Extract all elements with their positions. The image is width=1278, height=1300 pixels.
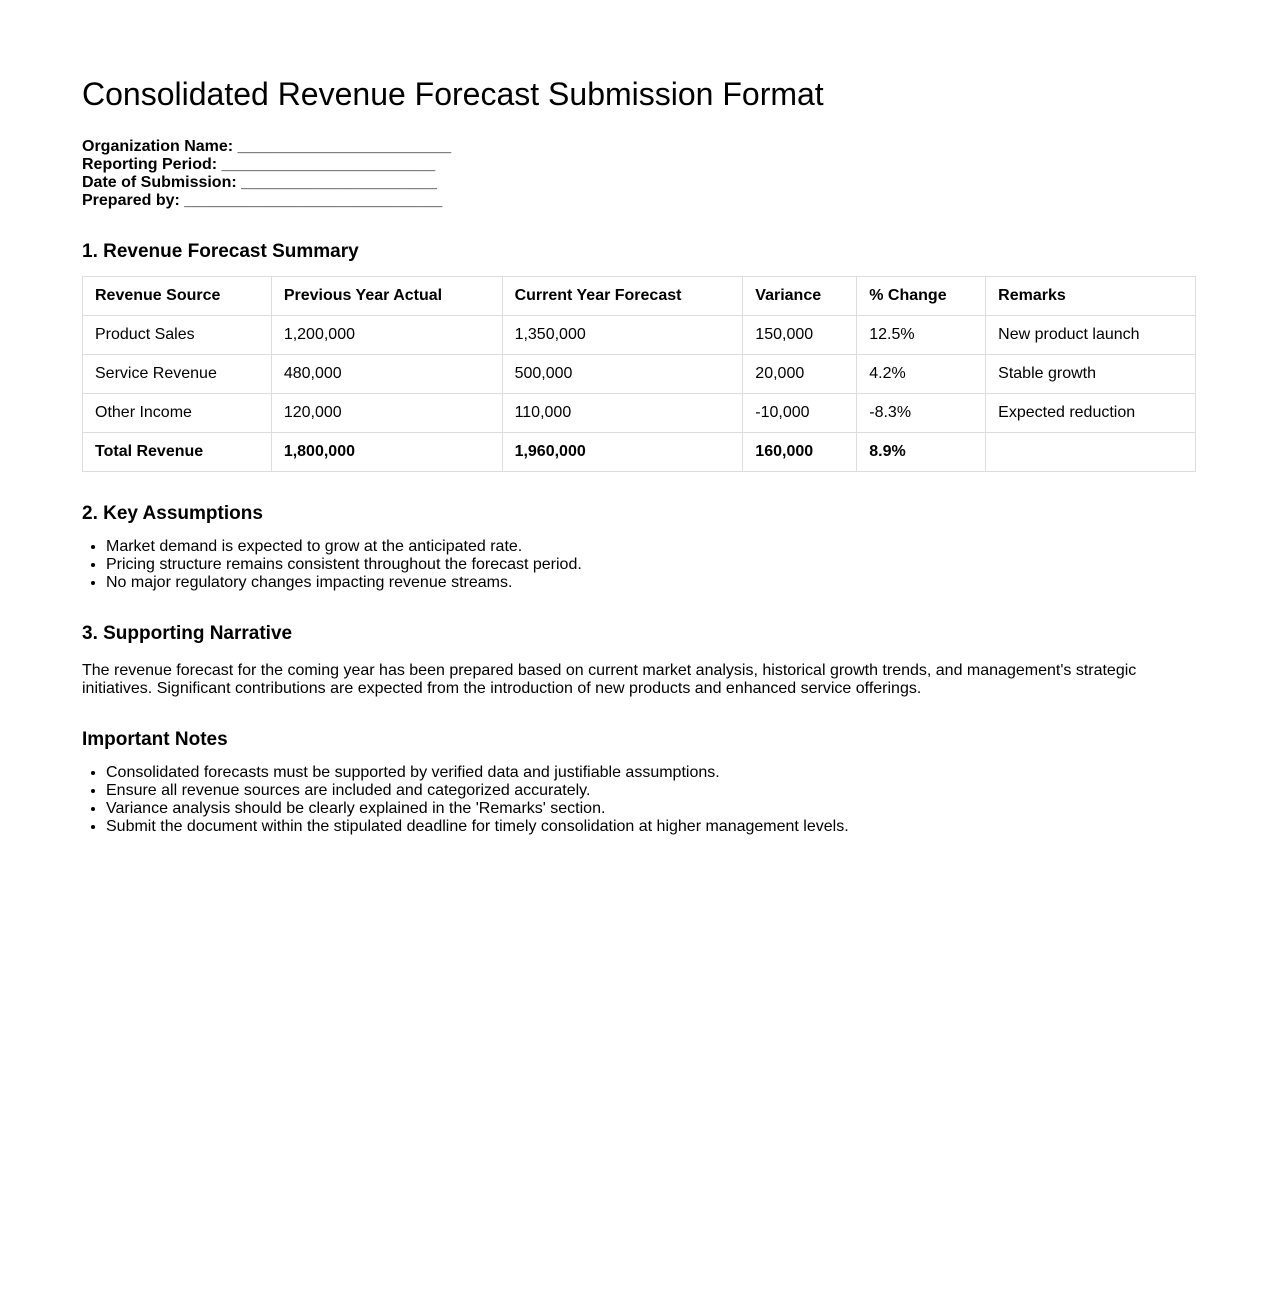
reporting-period-field <box>82 156 1196 174</box>
table-cell: 4.2% <box>857 355 986 394</box>
narrative-paragraph: The revenue forecast for the coming year has been prepared based on current market analysis, historical growth trends, and management's strategic initiatives. Significant contributions are expected from the introduction of new products and enhanced service offerings. <box>82 662 1137 697</box>
list-item: • Variance analysis should be clearly explained in the 'Remarks' section. <box>106 800 1196 818</box>
document-title: Consolidated Revenue Forecast Submission Format <box>82 76 824 112</box>
assumptions-heading: 2. Key Assumptions <box>82 503 263 524</box>
table-row <box>83 394 1196 433</box>
table-cell: 1,200,000 <box>271 316 502 355</box>
date-of-submission-field <box>82 174 1196 192</box>
reporting-period-label: Reporting Period: <box>82 156 218 173</box>
table-cell: Product Sales <box>83 316 272 355</box>
column-header: Current Year Forecast <box>502 277 743 316</box>
organization-name-field <box>82 138 1196 156</box>
reporting-period-blank: ________________________ <box>221 156 436 173</box>
list-item: • Consolidated forecasts must be supported by verified data and justifiable assumptions. <box>106 764 1196 782</box>
table-cell: 150,000 <box>743 316 857 355</box>
table-cell: -8.3% <box>857 394 986 433</box>
total-cell: 1,800,000 <box>271 433 502 472</box>
prepared-by-label: Prepared by: <box>82 192 180 209</box>
table-cell: Service Revenue <box>83 355 272 394</box>
total-cell <box>986 433 1196 472</box>
narrative-heading: 3. Supporting Narrative <box>82 623 293 644</box>
table-cell: Stable growth <box>986 355 1196 394</box>
prepared-by-field <box>82 192 1196 210</box>
total-row <box>83 433 1196 472</box>
assumptions-list <box>82 538 1196 592</box>
revenue-forecast-table <box>82 276 1196 472</box>
table-cell: Other Income <box>83 394 272 433</box>
table-cell: Expected reduction <box>986 394 1196 433</box>
total-cell: 1,960,000 <box>502 433 743 472</box>
summary-heading: 1. Revenue Forecast Summary <box>82 241 359 262</box>
notes-heading: Important Notes <box>82 729 228 750</box>
list-item: • Ensure all revenue sources are included and categorized accurately. <box>106 782 1196 800</box>
table-cell: 500,000 <box>502 355 743 394</box>
organization-name-label: Organization Name: <box>82 138 234 155</box>
table-cell: 480,000 <box>271 355 502 394</box>
total-cell: 8.9% <box>857 433 986 472</box>
list-item: • Submit the document within the stipulated deadline for timely consolidation at higher management levels. <box>106 818 1196 836</box>
table-cell: 110,000 <box>502 394 743 433</box>
column-header: % Change <box>857 277 986 316</box>
list-item: • Pricing structure remains consistent throughout the forecast period. <box>106 556 1196 574</box>
table-cell: 120,000 <box>271 394 502 433</box>
notes-list <box>82 764 1196 836</box>
table-header-row <box>83 277 1196 316</box>
table-cell: 12.5% <box>857 316 986 355</box>
date-of-submission-blank: ______________________ <box>241 174 437 191</box>
total-cell: Total Revenue <box>83 433 272 472</box>
table-row <box>83 355 1196 394</box>
table-row <box>83 316 1196 355</box>
table-cell: 1,350,000 <box>502 316 743 355</box>
table-cell: 20,000 <box>743 355 857 394</box>
column-header: Revenue Source <box>83 277 272 316</box>
column-header: Previous Year Actual <box>271 277 502 316</box>
total-cell: 160,000 <box>743 433 857 472</box>
column-header: Remarks <box>986 277 1196 316</box>
list-item: • Market demand is expected to grow at the anticipated rate. <box>106 538 1196 556</box>
table-cell: -10,000 <box>743 394 857 433</box>
submission-details <box>82 138 1196 210</box>
list-item: • No major regulatory changes impacting revenue streams. <box>106 574 1196 592</box>
column-header: Variance <box>743 277 857 316</box>
date-of-submission-label: Date of Submission: <box>82 174 237 191</box>
organization-name-blank: ________________________ <box>237 138 452 155</box>
table-cell: New product launch <box>986 316 1196 355</box>
prepared-by-blank: _____________________________ <box>184 192 443 209</box>
